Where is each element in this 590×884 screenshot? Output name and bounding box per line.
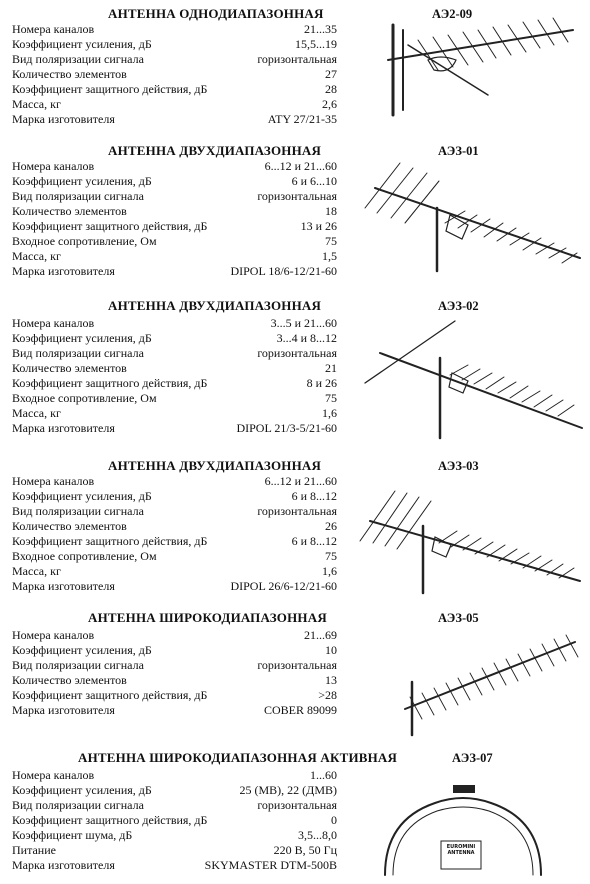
spec-label: Коэффициент защитного действия, дБ [12, 82, 208, 96]
spec-label: Количество элементов [12, 361, 127, 375]
spec-row [12, 673, 337, 688]
spec-label: Коэффициент защитного действия, дБ [12, 534, 208, 548]
spec-value: горизонтальная [257, 658, 337, 672]
model-code: АЭЗ-01 [438, 144, 479, 158]
spec-label: Коэффициент усиления, дБ [12, 174, 152, 188]
spec-label: Коэффициент защитного действия, дБ [12, 688, 208, 702]
spec-label: Коэффициент усиления, дБ [12, 37, 152, 51]
spec-label: Номера каналов [12, 474, 95, 488]
model-code: АЭЗ-03 [438, 459, 479, 473]
spec-row [12, 474, 337, 489]
spec-value: 75 [325, 549, 337, 563]
spec-label: Масса, кг [12, 249, 61, 263]
spec-row [12, 391, 337, 406]
spec-value: 2,6 [322, 97, 337, 111]
spec-value: SKYMASTER DTM-500B [204, 858, 337, 872]
spec-row [12, 564, 337, 579]
spec-row [12, 504, 337, 519]
section-title: АНТЕННА ОДНОДИАПАЗОННАЯ [108, 6, 324, 21]
spec-row [12, 346, 337, 361]
spec-row [12, 97, 337, 112]
spec-label: Вид поляризации сигнала [12, 52, 144, 66]
spec-value: горизонтальная [257, 504, 337, 518]
spec-value: 6...12 и 21...60 [264, 159, 337, 173]
spec-label: Коэффициент усиления, дБ [12, 643, 152, 657]
spec-row [12, 204, 337, 219]
spec-label: Вид поляризации сигнала [12, 658, 144, 672]
spec-label: Количество элементов [12, 204, 127, 218]
euromini-logo: EUROMINI ANTENNA [446, 844, 476, 856]
spec-label: Входное сопротивление, Ом [12, 391, 157, 405]
model-code: АЭЗ-05 [438, 611, 479, 625]
antenna-section-ae2-09 [0, 0, 590, 130]
spec-value: 3...4 и 8...12 [276, 331, 337, 345]
spec-row [12, 813, 337, 828]
spec-row [12, 22, 337, 37]
spec-label: Номера каналов [12, 316, 95, 330]
spec-label: Количество элементов [12, 519, 127, 533]
spec-row [12, 628, 337, 643]
spec-label: Марка изготовителя [12, 703, 115, 717]
spec-value: горизонтальная [257, 189, 337, 203]
spec-label: Коэффициент защитного действия, дБ [12, 219, 208, 233]
spec-label: Вид поляризации сигнала [12, 346, 144, 360]
section-title: АНТЕННА ДВУХДИАПАЗОННАЯ [108, 458, 322, 473]
spec-row [12, 579, 337, 594]
spec-value: 15,5...19 [295, 37, 337, 51]
spec-label: Коэффициент усиления, дБ [12, 331, 152, 345]
spec-value: DIPOL 26/6-12/21-60 [230, 579, 337, 593]
spec-row [12, 316, 337, 331]
spec-value: 10 [325, 643, 337, 657]
spec-value: 26 [325, 519, 337, 533]
spec-row [12, 843, 337, 858]
spec-row [12, 112, 337, 127]
spec-value: 220 В, 50 Гц [273, 843, 337, 857]
spec-row [12, 858, 337, 873]
section-title: АНТЕННА ДВУХДИАПАЗОННАЯ [108, 143, 322, 158]
spec-label: Номера каналов [12, 768, 95, 782]
spec-row [12, 519, 337, 534]
spec-row [12, 798, 337, 813]
spec-value: 6 и 8...12 [291, 534, 337, 548]
spec-label: Коэффициент защитного действия, дБ [12, 813, 208, 827]
spec-row [12, 828, 337, 843]
spec-label: Вид поляризации сигнала [12, 798, 144, 812]
spec-value: 3,5...8,0 [298, 828, 337, 842]
spec-value: 13 [325, 673, 337, 687]
spec-label: Вид поляризации сигнала [12, 189, 144, 203]
spec-label: Номера каналов [12, 159, 95, 173]
antenna-ae2-09-illustration [378, 0, 583, 130]
spec-label: Входное сопротивление, Ом [12, 549, 157, 563]
spec-value: горизонтальная [257, 346, 337, 360]
spec-row [12, 189, 337, 204]
spec-value: 75 [325, 234, 337, 248]
spec-value: 21 [325, 361, 337, 375]
spec-row [12, 361, 337, 376]
spec-label: Вид поляризации сигнала [12, 504, 144, 518]
model-code: АЭЗ-02 [438, 299, 479, 313]
spec-row [12, 658, 337, 673]
antenna-section-ae3-02 [0, 293, 590, 443]
spec-row [12, 174, 337, 189]
spec-label: Номера каналов [12, 22, 95, 36]
spec-value: 1...60 [310, 768, 337, 782]
spec-label: Масса, кг [12, 406, 61, 420]
section-title: АНТЕННА ШИРОКОДИАПАЗОННАЯ АКТИВНАЯ [78, 750, 398, 765]
spec-row [12, 249, 337, 264]
spec-value: 8 и 26 [306, 376, 337, 390]
spec-label: Входное сопротивление, Ом [12, 234, 157, 248]
spec-label: Марка изготовителя [12, 858, 115, 872]
antenna-ae3-07-illustration [375, 785, 585, 884]
spec-value: ATY 27/21-35 [267, 112, 337, 126]
antenna-section-ae3-03 [0, 453, 590, 598]
spec-value: 6...12 и 21...60 [264, 474, 337, 488]
spec-label: Количество элементов [12, 67, 127, 81]
spec-value: 0 [331, 813, 337, 827]
spec-label: Марка изготовителя [12, 112, 115, 126]
section-title: АНТЕННА ДВУХДИАПАЗОННАЯ [108, 298, 322, 313]
spec-row [12, 234, 337, 249]
antenna-section-ae3-05 [0, 605, 590, 725]
spec-row [12, 768, 337, 783]
spec-row [12, 376, 337, 391]
spec-label: Марка изготовителя [12, 579, 115, 593]
spec-value: 1,5 [322, 249, 337, 263]
spec-row [12, 159, 337, 174]
spec-row [12, 67, 337, 82]
spec-label: Марка изготовителя [12, 264, 115, 278]
spec-row [12, 52, 337, 67]
spec-row [12, 489, 337, 504]
spec-value: 18 [325, 204, 337, 218]
section-title: АНТЕННА ШИРОКОДИАПАЗОННАЯ [88, 610, 327, 625]
spec-row [12, 643, 337, 658]
spec-value: 3...5 и 21...60 [270, 316, 337, 330]
antenna-ae3-03-illustration [355, 471, 585, 596]
spec-value: DIPOL 21/3-5/21-60 [236, 421, 337, 435]
spec-row [12, 37, 337, 52]
spec-row [12, 688, 337, 703]
spec-label: Коэффициент шума, дБ [12, 828, 133, 842]
spec-label: Коэффициент защитного действия, дБ [12, 376, 208, 390]
spec-value: горизонтальная [257, 798, 337, 812]
spec-label: Масса, кг [12, 564, 61, 578]
spec-row [12, 421, 337, 436]
spec-value: горизонтальная [257, 52, 337, 66]
model-code: АЭЗ-07 [452, 751, 493, 765]
spec-row [12, 331, 337, 346]
antenna-section-ae3-01 [0, 138, 590, 288]
spec-value: 1,6 [322, 564, 337, 578]
spec-label: Марка изготовителя [12, 421, 115, 435]
spec-label: Питание [12, 843, 56, 857]
spec-value: 75 [325, 391, 337, 405]
antenna-section-ae3-07 [0, 745, 590, 884]
spec-value: 13 и 26 [300, 219, 337, 233]
spec-value: >28 [318, 688, 337, 702]
spec-row [12, 534, 337, 549]
spec-value: 21...69 [304, 628, 337, 642]
spec-label: Масса, кг [12, 97, 61, 111]
spec-row [12, 264, 337, 279]
spec-label: Номера каналов [12, 628, 95, 642]
spec-row [12, 783, 337, 798]
spec-label: Количество элементов [12, 673, 127, 687]
spec-value: 1,6 [322, 406, 337, 420]
spec-label: Коэффициент усиления, дБ [12, 489, 152, 503]
spec-value: 21...35 [304, 22, 337, 36]
spec-value: DIPOL 18/6-12/21-60 [230, 264, 337, 278]
spec-value: COBER 89099 [263, 703, 337, 717]
antenna-ae3-05-illustration [390, 627, 585, 737]
spec-value: 6 и 8...12 [291, 489, 337, 503]
spec-row [12, 219, 337, 234]
spec-row [12, 549, 337, 564]
spec-value: 28 [325, 82, 337, 96]
spec-label: Коэффициент усиления, дБ [12, 783, 152, 797]
spec-row [12, 406, 337, 421]
antenna-ae3-02-illustration [360, 313, 585, 443]
spec-row [12, 82, 337, 97]
spec-row [12, 703, 337, 718]
spec-value: 6 и 6...10 [291, 174, 337, 188]
spec-value: 27 [325, 67, 337, 81]
spec-value: 25 (МВ), 22 (ДМВ) [239, 783, 337, 797]
model-code: АЭ2-09 [432, 7, 473, 21]
antenna-ae3-01-illustration [355, 153, 585, 278]
